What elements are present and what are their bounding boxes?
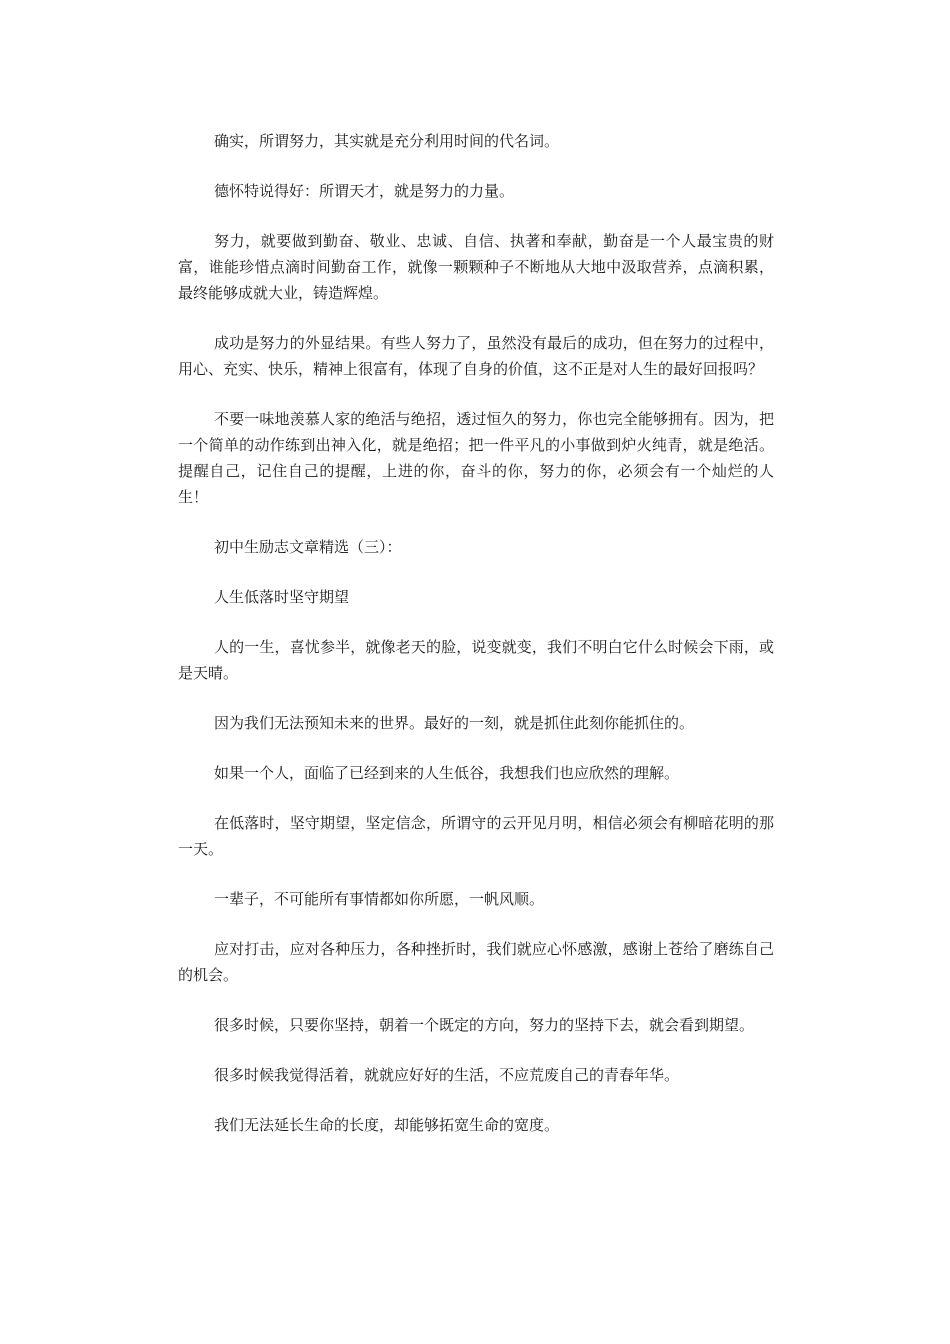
paragraph-5: 不要一味地羡慕人家的绝活与绝招，透过恒久的努力，你也完全能够拥有。因为，把一个简单的动作练到出神入化，就是绝招；把一件平凡的小事做到炉火纯青，就是绝活。提醒自己，记住自己的提醒，上进的你，奋斗的你，努力的你，必须会有一个灿烂的人生！ bbox=[178, 410, 774, 506]
paragraph-1: 确实，所谓努力，其实就是充分利用时间的代名词。 bbox=[214, 132, 560, 150]
paragraph-16: 我们无法延长生命的长度，却能够拓宽生命的宽度。 bbox=[214, 1116, 560, 1134]
paragraph-9: 因为我们无法预知未来的世界。最好的一刻，就是抓住此刻你能抓住的。 bbox=[214, 714, 695, 732]
article-title: 人生低落时坚守期望 bbox=[214, 588, 350, 606]
paragraph-15: 很多时候我觉得活着，就就应好好的生活，不应荒废自己的青春年华。 bbox=[214, 1066, 680, 1084]
paragraph-11: 在低落时，坚守期望，坚定信念，所谓守的云开见月明，相信必须会有柳暗花明的那一天。 bbox=[178, 814, 774, 858]
paragraph-14: 很多时候，只要你坚持，朝着一个既定的方向，努力的坚持下去，就会看到期望。 bbox=[214, 1016, 755, 1034]
paragraph-13: 应对打击，应对各种压力，各种挫折时，我们就应心怀感激，感谢上苍给了磨练自己的机会。 bbox=[178, 940, 774, 984]
section-heading: 初中生励志文章精选（三）： bbox=[214, 538, 402, 556]
paragraph-4: 成功是努力的外显结果。有些人努力了，虽然没有最后的成功，但在努力的过程中，用心、充实、快乐，精神上很富有，体现了自身的价值，这不正是对人生的最好回报吗？ bbox=[178, 334, 774, 378]
paragraph-3: 努力，就要做到勤奋、敬业、忠诚、自信、执著和奉献，勤奋是一个人最宝贵的财富，谁能珍惜点滴时间勤奋工作，就像一颗颗种子不断地从大地中汲取营养，点滴积累，最终能够成就大业，铸造辉煌。 bbox=[178, 232, 774, 302]
paragraph-10: 如果一个人，面临了已经到来的人生低谷，我想我们也应欣然的理解。 bbox=[214, 764, 680, 782]
document-page bbox=[178, 128, 774, 1162]
paragraph-12: 一辈子，不可能所有事情都如你所愿，一帆风顺。 bbox=[214, 890, 545, 908]
paragraph-2: 德怀特说得好：所谓天才，就是努力的力量。 bbox=[214, 182, 515, 200]
paragraph-8: 人的一生，喜忧参半，就像老天的脸，说变就变，我们不明白它什么时候会下雨，或是天晴。 bbox=[178, 638, 774, 682]
